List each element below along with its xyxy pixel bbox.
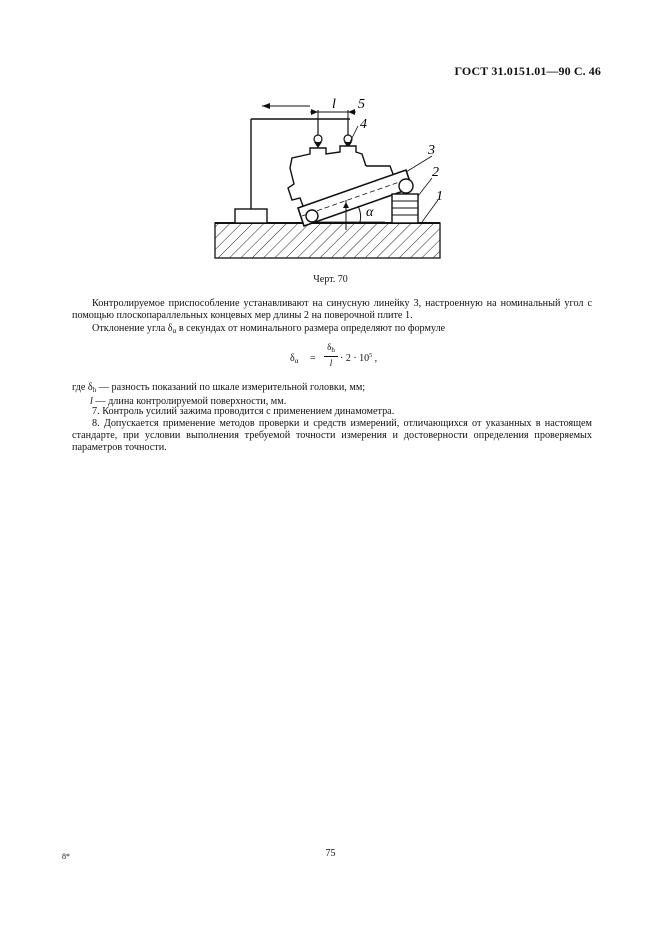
- roller-right: [399, 179, 413, 193]
- where-1-pre: где δ: [72, 382, 93, 393]
- paragraph-1: [72, 298, 592, 322]
- where-clause: [72, 382, 592, 408]
- formula-exponent: 5: [369, 353, 373, 359]
- document-header: ГОСТ 31.0151.01—90 С. 46: [454, 64, 601, 78]
- formula-tail: ,: [372, 353, 378, 364]
- paragraph-2-end: в секундах от номинального размера определяют по формуле: [176, 323, 446, 334]
- where-2-post: — длина контролируемой поверхности, мм.: [92, 396, 287, 407]
- technical-drawing: [210, 96, 450, 266]
- stand-base: [235, 209, 267, 223]
- formula-equals: =: [310, 353, 316, 364]
- label-alpha: α: [366, 205, 374, 220]
- formula: [290, 340, 410, 374]
- formula-fraction: [324, 342, 338, 368]
- label-3: 3: [428, 143, 435, 158]
- fraction-bar: [324, 356, 338, 357]
- roller-left: [306, 210, 318, 222]
- paragraph-8-text: 8. Допускается применение методов проверки и средств измерений, отличающихся от указанных в настоящем стандарте, при условии выполнения требуемой точности измерения и достоверности определения проверяемых параметров точности.: [72, 418, 592, 453]
- figure-caption: Черт. 70: [313, 274, 348, 285]
- where-1-post: — разность показаний по шкале измерительной головки, мм;: [96, 382, 366, 393]
- paragraph-7-text: 7. Контроль усилий зажима проводится с применением динамометра.: [92, 406, 395, 417]
- footer-sheet-mark: 8*: [62, 852, 70, 861]
- label-1: 1: [436, 189, 443, 204]
- formula-denominator: l: [329, 358, 333, 368]
- formula-factor: · 2 · 10: [340, 353, 370, 364]
- formula-numerator-sub: h: [331, 346, 335, 354]
- paragraph-2-start: Отклонение угла δ: [92, 323, 173, 334]
- formula-numerator: δ: [327, 342, 332, 352]
- label-4: 4: [360, 117, 367, 132]
- paragraph-8: [72, 418, 592, 454]
- label-2: 2: [432, 165, 439, 180]
- drawing-svg: [210, 96, 450, 266]
- label-l: l: [332, 97, 336, 112]
- formula-lhs-sub: α: [294, 357, 299, 365]
- formula-lhs: δ: [290, 353, 295, 364]
- paragraph-7: [72, 406, 592, 418]
- page-number: 75: [325, 848, 336, 859]
- surface-plate: [215, 223, 440, 258]
- paragraph-1-text: Контролируемое приспособление устанавливают на синусную линейку 3, настроенную на номинальный угол с помощью плоскопараллельных концевых мер длины 2 на поверочной плите 1.: [72, 298, 592, 321]
- paragraph-2-sub: α: [172, 327, 177, 335]
- where-1-sub: h: [92, 386, 97, 394]
- paragraph-2: [72, 323, 592, 337]
- where-2-var: l: [90, 396, 93, 407]
- label-5: 5: [358, 97, 365, 112]
